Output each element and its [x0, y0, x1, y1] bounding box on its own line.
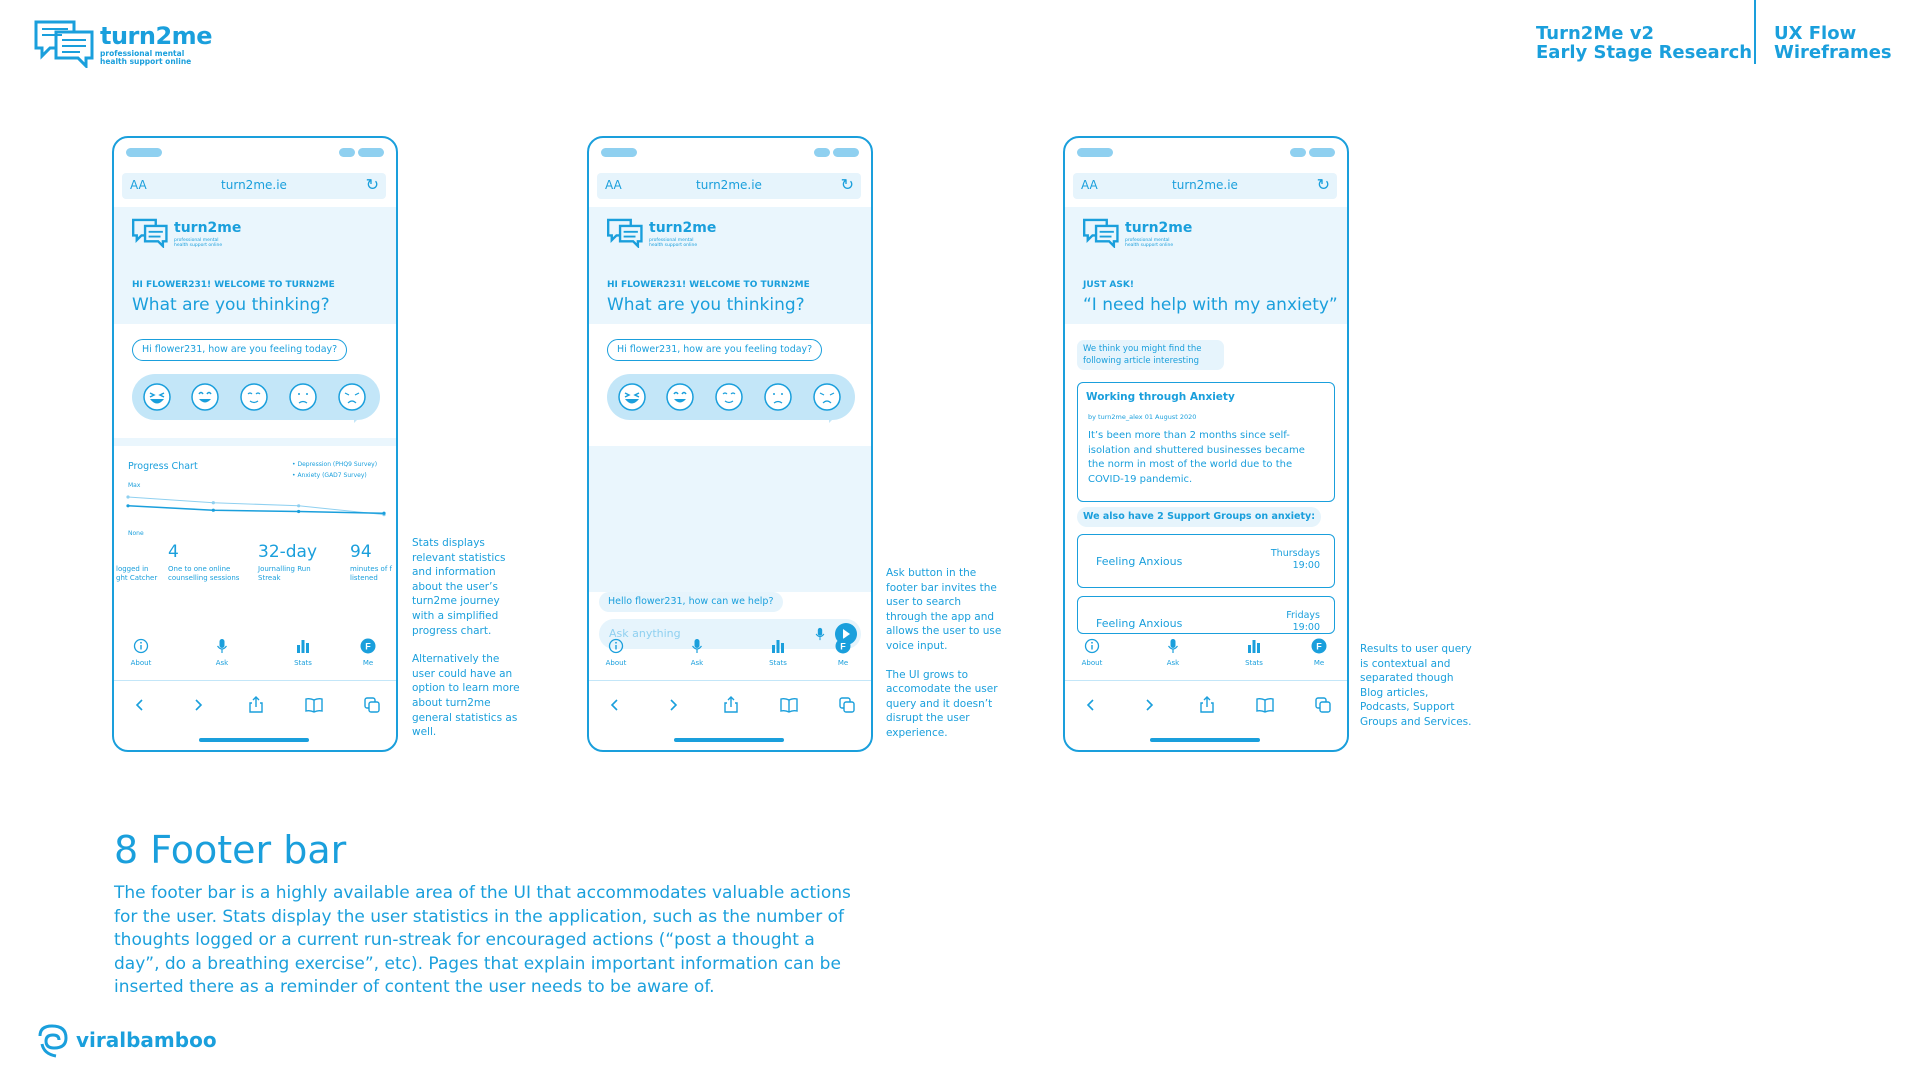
status-pill: [339, 148, 355, 157]
article-suggestion: We think you might find the following article interesting: [1077, 340, 1224, 370]
article-excerpt: It’s been more than 2 months since self-isolation and shuttered businesses became the norm in most of the world due to the COVID-19 pandemic.: [1088, 430, 1305, 485]
mood-selector: [607, 374, 855, 420]
project-title: [1536, 24, 1752, 62]
footer-ask[interactable]: [677, 638, 717, 667]
microphone-icon: [1165, 638, 1181, 654]
data-point: [126, 495, 129, 498]
avatar-icon: [835, 638, 851, 654]
avatar-icon: [1311, 638, 1327, 654]
share-icon[interactable]: [719, 693, 743, 717]
stats-annotation: [412, 536, 524, 740]
footer-stats-label: Stats: [769, 659, 787, 667]
microphone-icon: [214, 638, 230, 654]
ask-placeholder: Ask anything: [609, 627, 681, 640]
progress-chart: [114, 438, 396, 626]
app-brand: turn2me: [649, 220, 717, 236]
app-brand: turn2me: [1125, 220, 1193, 236]
welcome-hero: [114, 207, 396, 324]
status-bar: [114, 148, 396, 158]
project-title-line2: Early Stage Research: [1536, 42, 1753, 63]
bookmarks-icon[interactable]: [1253, 693, 1277, 717]
laughing-face-icon[interactable]: [617, 382, 647, 412]
text-size-button[interactable]: AA: [605, 178, 622, 192]
info-icon: [133, 638, 149, 654]
footer-me-label: Me: [1313, 659, 1325, 667]
group-name: Feeling Anxious: [1096, 617, 1183, 630]
series-line-1: [128, 506, 384, 513]
footer-about-label: About: [605, 659, 627, 667]
speech-bubbles-icon: [1083, 218, 1121, 248]
status-pill: [1077, 148, 1113, 157]
speech-bubbles-icon: [34, 20, 98, 68]
back-icon[interactable]: [1079, 693, 1103, 717]
ask-grow-note: The UI grows to accomodate the user query and it doesn’t disrupt the user experience.: [886, 668, 998, 739]
status-pill: [601, 148, 637, 157]
ask-overlay-area: [589, 438, 871, 592]
section-body: The footer bar is a highly available area of the UI that accommodates valuable actions for the user. Stats display the user statistics in the application, such as the number of thoughts logged or a current run-streak for encouraged actions (“post a thought a day”, do a breathing exercise”, etc). Pages that explain important information can be inserted there as a reminder of content the user needs to be aware of.: [114, 883, 851, 997]
mood-selector: [132, 374, 380, 420]
article-meta: by turn2me_alex 01 August 2020: [1088, 413, 1197, 421]
tabs-icon[interactable]: [835, 693, 859, 717]
footer-me[interactable]: [348, 638, 388, 667]
welcome-hero: [589, 207, 871, 324]
stat-label-2: Journalling Run Streak: [258, 565, 311, 582]
legend-anxiety-label: Anxiety (GAD7 Survey): [297, 472, 367, 479]
footer-bar: [1065, 634, 1347, 676]
brand-tagline: professional mental health support online: [100, 49, 192, 66]
avatar-initial: F: [365, 641, 371, 652]
feeling-prompt: Hi flower231, how are you feeling today?: [607, 339, 822, 361]
status-pill: [814, 148, 830, 157]
legend-depression-label: Depression (PHQ9 Survey): [297, 461, 378, 468]
bookmarks-icon[interactable]: [777, 693, 801, 717]
y-tick-none: None: [128, 530, 144, 537]
text-size-button[interactable]: AA: [130, 178, 147, 192]
bar-chart-icon: [770, 638, 786, 654]
forward-icon[interactable]: [1137, 693, 1161, 717]
doc-type-line2: Wireframes: [1774, 42, 1892, 63]
share-icon[interactable]: [244, 693, 268, 717]
stat-value-3: 94: [350, 542, 372, 562]
chart-title: Progress Chart: [128, 461, 198, 472]
data-point: [297, 510, 300, 513]
user-query: “I need help with my anxiety”: [1083, 295, 1338, 315]
footer-me[interactable]: [823, 638, 863, 667]
speech-bubbles-icon: [132, 218, 170, 248]
footer-stats[interactable]: [758, 638, 798, 667]
home-indicator[interactable]: [1150, 738, 1260, 742]
status-pill: [358, 148, 384, 157]
section-title: 8 Footer bar: [114, 828, 347, 872]
support-group-card[interactable]: [1077, 596, 1335, 634]
footer-ask-label: Ask: [1166, 659, 1180, 667]
footer-stats[interactable]: [1234, 638, 1274, 667]
stat-value-2: 32-day: [258, 542, 318, 562]
browser-url-bar[interactable]: [122, 173, 386, 199]
browser-url-bar[interactable]: [1073, 173, 1337, 199]
browser-nav-bar: [114, 680, 396, 729]
phone-stats: [112, 136, 398, 752]
avatar-initial: F: [1316, 641, 1322, 652]
app-brand: turn2me: [174, 220, 242, 236]
content-face-icon[interactable]: [239, 382, 269, 412]
status-pill: [833, 148, 859, 157]
bubble-tail: [354, 413, 364, 423]
viralbamboo-name: viralbamboo: [76, 1028, 217, 1052]
viralbamboo-logo: [34, 1022, 72, 1064]
prompt-heading: What are you thinking?: [132, 295, 330, 315]
help-prompt: Hello flower231, how can we help?: [599, 592, 783, 612]
group-name: Feeling Anxious: [1096, 555, 1183, 568]
y-tick-max: Max: [128, 482, 141, 489]
stat-label-1: One to one online counselling sessions: [168, 565, 240, 582]
browser-url-bar[interactable]: [597, 173, 861, 199]
group-time: 19:00: [1292, 560, 1320, 571]
status-pill: [1309, 148, 1335, 157]
footer-about-label: About: [130, 659, 152, 667]
url-text: turn2me.ie: [1172, 178, 1238, 192]
url-text: turn2me.ie: [696, 178, 762, 192]
brand-name: turn2me: [100, 22, 212, 50]
group-schedule: [1286, 610, 1320, 634]
happy-face-icon[interactable]: [190, 382, 220, 412]
status-bar: [589, 148, 871, 158]
browser-nav-bar: [1065, 680, 1347, 729]
greeting: HI FLOWER231! WELCOME TO TURN2ME: [132, 280, 335, 290]
footer-bar: [589, 634, 871, 676]
doc-type: [1774, 24, 1892, 62]
browser-nav-bar: [589, 680, 871, 729]
bar-chart-icon: [295, 638, 311, 654]
bamboo-swirl-icon: [34, 1022, 72, 1060]
prompt-heading: What are you thinking?: [607, 295, 805, 315]
data-point: [382, 512, 385, 515]
results-note: Results to user query is contextual and separated though Blog articles, Podcasts, Support Groups and Services.: [1360, 643, 1472, 728]
chart-plot: [114, 446, 396, 546]
text-size-button[interactable]: AA: [1081, 178, 1098, 192]
article-card[interactable]: [1077, 382, 1335, 502]
status-bar: [1065, 148, 1347, 158]
info-icon: [1084, 638, 1100, 654]
footer-bar: [114, 634, 396, 676]
query-label: JUST ASK!: [1083, 280, 1134, 290]
microphone-icon: [689, 638, 705, 654]
bar-chart-icon: [1246, 638, 1262, 654]
feeling-prompt: Hi flower231, how are you feeling today?: [132, 339, 347, 361]
group-day: Fridays: [1286, 610, 1320, 621]
home-indicator[interactable]: [674, 738, 784, 742]
content-face-icon[interactable]: [714, 382, 744, 412]
footer-ask-label: Ask: [215, 659, 229, 667]
tabs-icon[interactable]: [1311, 693, 1335, 717]
data-point: [126, 504, 129, 507]
bookmarks-icon[interactable]: [302, 693, 326, 717]
ask-annotation: [886, 566, 1002, 741]
avatar-initial: F: [840, 641, 846, 652]
greeting: HI FLOWER231! WELCOME TO TURN2ME: [607, 280, 810, 290]
phone-ask: [587, 136, 873, 752]
footer-stats[interactable]: [283, 638, 323, 667]
app-tagline: professional mental health support online: [1125, 238, 1174, 248]
data-point: [212, 509, 215, 512]
footer-about-label: About: [1081, 659, 1103, 667]
stat-label-0: logged in ght Catcher: [116, 565, 158, 582]
sad-face-icon[interactable]: [288, 382, 318, 412]
forward-icon[interactable]: [661, 693, 685, 717]
app-tagline: professional mental health support online: [174, 238, 223, 248]
forward-icon[interactable]: [186, 693, 210, 717]
back-icon[interactable]: [128, 693, 152, 717]
status-pill: [126, 148, 162, 157]
footer-me-label: Me: [837, 659, 849, 667]
footer-ask[interactable]: [1153, 638, 1193, 667]
results-annotation: [1360, 642, 1476, 730]
app-tagline: professional mental health support online: [649, 238, 698, 248]
info-icon: [608, 638, 624, 654]
footer-stats-label: Stats: [294, 659, 312, 667]
legend-anxiety: • Anxiety (GAD7 Survey): [292, 472, 367, 479]
happy-face-icon[interactable]: [665, 382, 695, 412]
ask-note: Ask button in the footer bar invites the user to search through the app and allows the user to use voice input.: [886, 567, 1002, 652]
group-schedule: [1271, 548, 1320, 572]
home-indicator[interactable]: [199, 738, 309, 742]
footer-about[interactable]: [121, 638, 161, 667]
reload-icon[interactable]: ↻: [840, 175, 854, 194]
project-title-line1: Turn2Me v2: [1536, 23, 1654, 44]
data-point: [212, 501, 215, 504]
footer-me[interactable]: [1299, 638, 1339, 667]
stats-note: Stats displays relevant statistics and information about the user’s turn2me journey with a simplified progress chart.: [412, 537, 506, 637]
support-groups-label: We also have 2 Support Groups on anxiety:: [1077, 507, 1321, 527]
reload-icon[interactable]: ↻: [1316, 175, 1330, 194]
speech-bubbles-icon: [607, 218, 645, 248]
support-group-card[interactable]: [1077, 534, 1335, 588]
article-title[interactable]: Working through Anxiety: [1086, 391, 1235, 403]
query-hero: [1065, 207, 1347, 324]
group-time: 19:00: [1292, 622, 1320, 633]
url-text: turn2me.ie: [221, 178, 287, 192]
legend-depression: • Depression (PHQ9 Survey): [292, 461, 378, 468]
stat-value-1: 4: [168, 542, 179, 562]
header-divider: [1754, 0, 1756, 64]
laughing-face-icon[interactable]: [142, 382, 172, 412]
upset-face-icon[interactable]: [812, 382, 842, 412]
footer-ask[interactable]: [202, 638, 242, 667]
sad-face-icon[interactable]: [763, 382, 793, 412]
bubble-tail: [829, 413, 839, 423]
tabs-icon[interactable]: [360, 693, 384, 717]
avatar-icon: [360, 638, 376, 654]
stat-label-3: minutes of f listened: [350, 565, 392, 582]
upset-face-icon[interactable]: [337, 382, 367, 412]
doc-type-line1: UX Flow: [1774, 23, 1857, 44]
share-icon[interactable]: [1195, 693, 1219, 717]
footer-about[interactable]: [596, 638, 636, 667]
reload-icon[interactable]: ↻: [365, 175, 379, 194]
group-day: Thursdays: [1270, 548, 1320, 559]
footer-stats-label: Stats: [1245, 659, 1263, 667]
footer-about[interactable]: [1072, 638, 1112, 667]
stats-alt-note: Alternatively the user could have an option to learn more about turn2me general statistics as well.: [412, 653, 520, 739]
back-icon[interactable]: [603, 693, 627, 717]
footer-me-label: Me: [362, 659, 374, 667]
data-point: [297, 504, 300, 507]
phone-results: [1063, 136, 1349, 752]
status-pill: [1290, 148, 1306, 157]
footer-ask-label: Ask: [690, 659, 704, 667]
